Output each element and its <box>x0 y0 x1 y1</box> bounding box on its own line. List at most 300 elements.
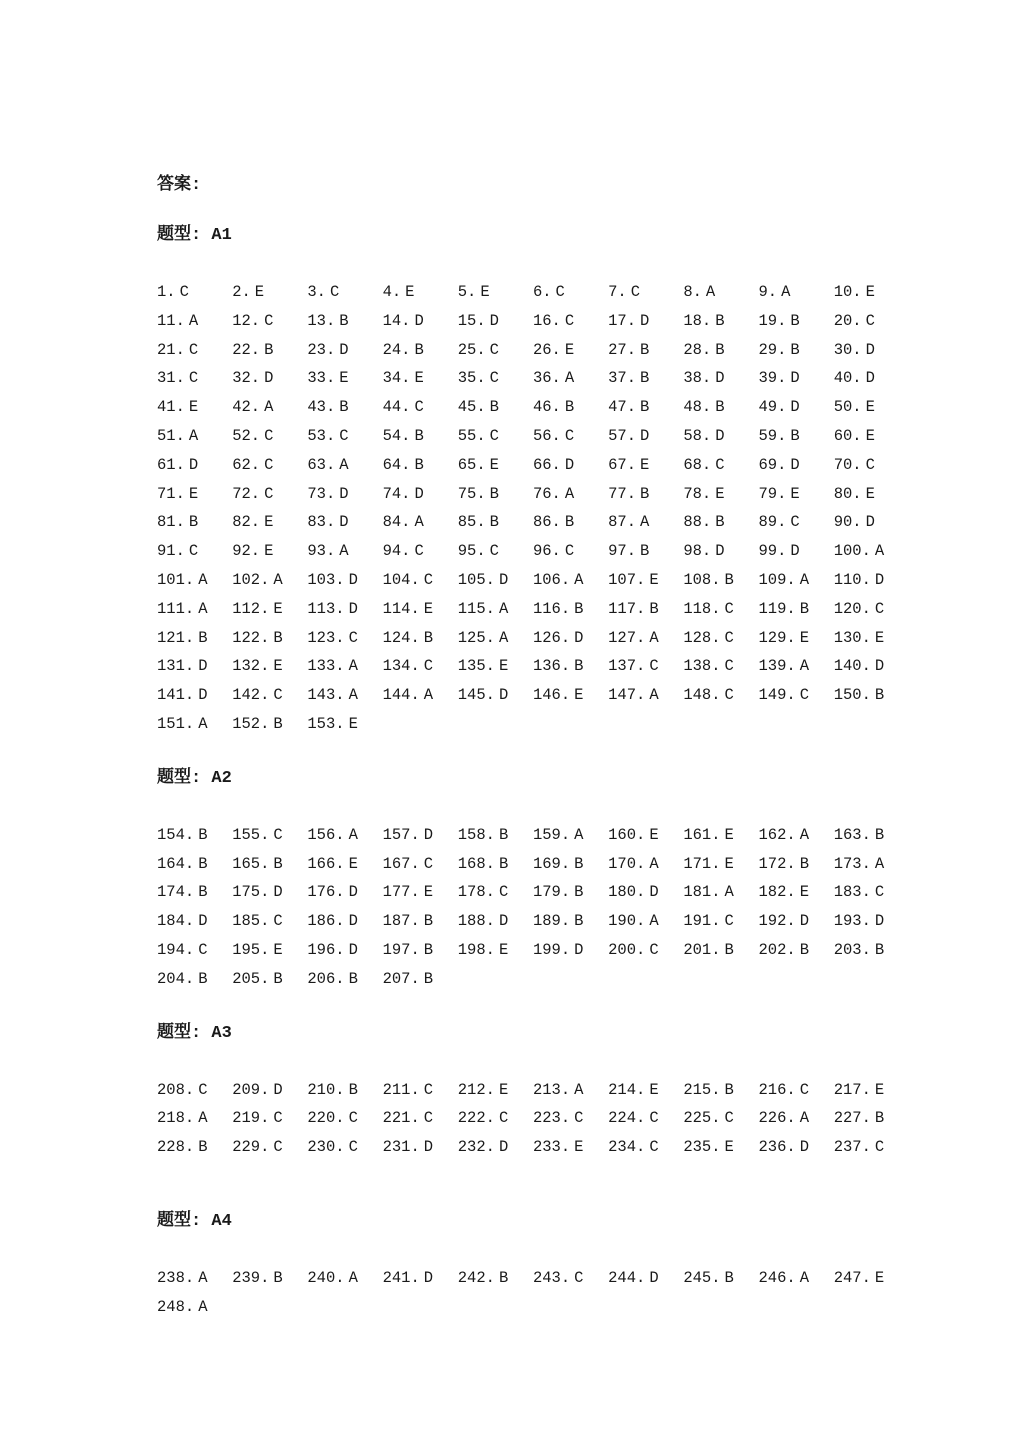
question-number: 31. <box>157 369 185 388</box>
answer-53 <box>307 422 382 451</box>
question-number: 240. <box>307 1268 345 1287</box>
question-number: 241. <box>382 1268 420 1287</box>
answer-4 <box>383 278 458 307</box>
answer-letter: A <box>649 854 659 873</box>
answer-letter: C <box>329 283 340 301</box>
answer-146 <box>533 681 608 710</box>
answer-70 <box>834 451 909 480</box>
answer-48 <box>683 393 758 422</box>
question-number: 79. <box>758 484 787 503</box>
question-number: 228. <box>157 1138 195 1157</box>
answer-247 <box>834 1264 909 1293</box>
answer-131 <box>157 652 232 681</box>
answer-186 <box>307 907 382 936</box>
answer-letter: E <box>874 1268 885 1287</box>
answer-letter: E <box>865 398 875 417</box>
answer-letter: B <box>273 1268 283 1287</box>
answer-letter: E <box>498 657 509 676</box>
answer-letter: D <box>640 426 650 445</box>
answer-115 <box>458 595 533 624</box>
question-number: 223. <box>532 1109 571 1128</box>
answer-letter: B <box>273 714 283 733</box>
answer-letter: B <box>724 570 734 589</box>
answer-16 <box>533 307 608 336</box>
question-number: 62. <box>232 455 261 474</box>
answer-139 <box>759 652 834 681</box>
answer-sheet <box>157 226 983 1322</box>
answer-19 <box>759 307 834 336</box>
answer-letter: B <box>564 398 575 417</box>
answer-letter: E <box>724 854 734 873</box>
question-number: 230. <box>307 1138 345 1157</box>
answer-224 <box>608 1104 683 1133</box>
question-number: 116. <box>532 599 571 618</box>
answer-letter: A <box>640 513 650 532</box>
question-number: 236. <box>758 1138 796 1157</box>
question-number: 134. <box>382 657 420 676</box>
answer-20 <box>834 307 909 336</box>
answer-217 <box>834 1076 909 1105</box>
question-number: 212. <box>457 1080 495 1099</box>
question-number: 222. <box>457 1109 495 1128</box>
answer-letter: C <box>874 883 885 902</box>
answer-35 <box>458 364 533 393</box>
answer-204 <box>157 965 232 994</box>
answer-letter: D <box>423 1138 434 1157</box>
question-number: 132. <box>232 657 270 676</box>
answer-letter: B <box>198 628 208 647</box>
answer-letter: D <box>264 369 274 388</box>
section-heading-1: 题型: A1 <box>157 226 232 245</box>
answer-letter: E <box>649 825 659 844</box>
question-number: 33. <box>307 369 336 388</box>
answer-113 <box>307 595 382 624</box>
answer-227 <box>834 1104 909 1133</box>
question-number: 35. <box>457 369 486 388</box>
answer-243 <box>533 1264 608 1293</box>
question-number: 243. <box>532 1268 571 1287</box>
answer-letter: E <box>498 1080 509 1099</box>
answer-165 <box>232 850 307 879</box>
answer-22 <box>232 336 307 365</box>
answer-91 <box>157 537 232 566</box>
question-number: 84. <box>382 513 411 532</box>
answer-66 <box>533 451 608 480</box>
answer-letter: C <box>724 628 734 647</box>
question-number: 16. <box>532 311 561 330</box>
question-number: 110. <box>833 570 871 589</box>
answer-73 <box>307 480 382 509</box>
answer-letter: D <box>790 369 800 388</box>
answer-letter: C <box>724 599 734 618</box>
answer-grid-1 <box>157 278 983 739</box>
answer-letter: C <box>724 1109 734 1128</box>
question-number: 85. <box>457 513 486 532</box>
answer-160 <box>608 821 683 850</box>
answer-letter: A <box>198 1297 208 1316</box>
answer-130 <box>834 624 909 653</box>
question-number: 61. <box>157 455 185 474</box>
answer-letter: C <box>649 940 659 959</box>
question-number: 207. <box>382 969 420 988</box>
answer-30 <box>834 336 909 365</box>
answer-89 <box>759 508 834 537</box>
answer-109 <box>759 566 834 595</box>
question-number: 144. <box>382 686 420 705</box>
answer-158 <box>458 821 533 850</box>
answer-29 <box>759 336 834 365</box>
answer-letter: C <box>423 657 434 676</box>
answer-226 <box>759 1104 834 1133</box>
answer-letter: D <box>273 1080 283 1099</box>
question-number: 100. <box>833 542 871 561</box>
question-number: 34. <box>382 369 411 388</box>
answer-191 <box>683 907 758 936</box>
answer-182 <box>759 878 834 907</box>
answer-59 <box>759 422 834 451</box>
answer-letter: E <box>874 1080 885 1099</box>
answer-110 <box>834 566 909 595</box>
answer-33 <box>307 364 382 393</box>
question-number: 22. <box>232 340 261 359</box>
answer-letter: E <box>564 340 575 359</box>
answer-134 <box>383 652 458 681</box>
question-number: 117. <box>608 599 646 618</box>
question-number: 217. <box>833 1080 871 1099</box>
answer-letter: B <box>414 426 424 445</box>
answer-letter: E <box>264 542 274 561</box>
answer-letter: D <box>874 912 885 931</box>
answer-letter: E <box>273 599 283 618</box>
answer-84 <box>383 508 458 537</box>
answer-82 <box>232 508 307 537</box>
answer-letter: A <box>198 1268 208 1287</box>
answer-letter: E <box>489 455 499 474</box>
answer-letter: A <box>564 369 575 388</box>
answer-36 <box>533 364 608 393</box>
question-number: 23. <box>307 340 336 359</box>
answer-letter: B <box>198 969 208 988</box>
question-number: 153. <box>307 714 345 733</box>
answer-194 <box>157 936 232 965</box>
answer-letter: D <box>640 311 650 330</box>
answer-letter: D <box>498 570 509 589</box>
answer-letter: C <box>188 542 199 561</box>
answer-209 <box>232 1076 307 1105</box>
question-number: 146. <box>532 686 571 705</box>
question-number: 239. <box>232 1268 270 1287</box>
question-number: 138. <box>683 657 721 676</box>
answer-letter: D <box>414 484 424 503</box>
answer-letter: A <box>649 686 659 705</box>
question-number: 199. <box>532 940 571 959</box>
answer-229 <box>232 1133 307 1162</box>
answer-68 <box>683 451 758 480</box>
answer-198 <box>458 936 533 965</box>
answer-letter: B <box>348 1080 358 1099</box>
answer-129 <box>759 624 834 653</box>
answer-letter: B <box>564 513 575 532</box>
answer-letter: B <box>489 398 499 417</box>
question-number: 181. <box>683 883 721 902</box>
answer-83 <box>307 508 382 537</box>
question-number: 42. <box>232 398 261 417</box>
question-number: 102. <box>232 570 270 589</box>
answer-218 <box>157 1104 232 1133</box>
question-number: 41. <box>157 398 185 417</box>
answer-letter: D <box>715 369 725 388</box>
answer-87 <box>608 508 683 537</box>
question-number: 156. <box>307 825 345 844</box>
question-number: 187. <box>382 912 420 931</box>
answer-letter: D <box>414 311 424 330</box>
question-number: 196. <box>307 940 345 959</box>
question-number: 197. <box>382 940 420 959</box>
answer-72 <box>232 480 307 509</box>
answer-letter: D <box>498 686 509 705</box>
answer-letter: B <box>423 969 434 988</box>
question-number: 155. <box>232 825 270 844</box>
answer-letter: C <box>179 283 189 301</box>
question-number: 73. <box>307 484 336 503</box>
answer-letter: B <box>799 854 810 873</box>
answer-letter: A <box>348 825 358 844</box>
answer-65 <box>458 451 533 480</box>
question-number: 51. <box>157 426 185 445</box>
answer-176 <box>307 878 382 907</box>
answer-44 <box>383 393 458 422</box>
answer-103 <box>307 566 382 595</box>
answer-162 <box>759 821 834 850</box>
answer-letter: E <box>348 854 358 873</box>
answer-190 <box>608 907 683 936</box>
question-number: 53. <box>307 426 336 445</box>
answer-letter: A <box>564 484 575 503</box>
answer-letter: C <box>273 1138 283 1157</box>
answer-76 <box>533 480 608 509</box>
answer-96 <box>533 537 608 566</box>
answer-202 <box>759 936 834 965</box>
question-number: 180. <box>608 883 646 902</box>
answer-49 <box>759 393 834 422</box>
answer-170 <box>608 850 683 879</box>
answer-letter: B <box>724 940 734 959</box>
answer-letter: B <box>574 854 584 873</box>
answer-letter: C <box>564 426 575 445</box>
answer-letter: E <box>498 940 509 959</box>
question-number: 28. <box>683 340 712 359</box>
question-number: 36. <box>532 369 561 388</box>
answer-letter: A <box>339 455 349 474</box>
answer-62 <box>232 451 307 480</box>
answer-23 <box>307 336 382 365</box>
answer-25 <box>458 336 533 365</box>
question-number: 67. <box>608 455 637 474</box>
answer-150 <box>834 681 909 710</box>
answer-letter: A <box>874 854 885 873</box>
answer-156 <box>307 821 382 850</box>
question-number: 151. <box>157 714 195 733</box>
answer-letter: C <box>649 657 659 676</box>
question-number: 2. <box>232 283 251 301</box>
question-number: 78. <box>683 484 712 503</box>
question-number: 122. <box>232 628 270 647</box>
answer-letter: C <box>724 912 734 931</box>
question-number: 154. <box>157 825 195 844</box>
question-number: 26. <box>532 340 561 359</box>
answer-143 <box>307 681 382 710</box>
question-number: 95. <box>457 542 486 561</box>
answer-2 <box>232 278 307 307</box>
question-number: 224. <box>608 1109 646 1128</box>
question-number: 14. <box>382 311 411 330</box>
question-number: 126. <box>532 628 571 647</box>
answer-7 <box>608 278 683 307</box>
answer-144 <box>383 681 458 710</box>
answer-90 <box>834 508 909 537</box>
answer-43 <box>307 393 382 422</box>
answer-letter: B <box>423 940 434 959</box>
question-number: 109. <box>758 570 796 589</box>
answer-letter: A <box>574 1080 584 1099</box>
answer-157 <box>383 821 458 850</box>
answer-letter: B <box>498 854 509 873</box>
answer-letter: D <box>790 455 800 474</box>
answer-60 <box>834 422 909 451</box>
question-number: 38. <box>683 369 712 388</box>
answer-letter: B <box>574 912 584 931</box>
question-number: 76. <box>532 484 561 503</box>
answer-letter: C <box>264 455 274 474</box>
answer-letter: C <box>489 369 499 388</box>
answer-letter: D <box>198 686 208 705</box>
answer-188 <box>458 907 533 936</box>
question-number: 105. <box>457 570 495 589</box>
answer-letter: E <box>799 883 810 902</box>
answer-152 <box>232 710 307 739</box>
answer-letter: C <box>273 1109 283 1128</box>
answer-71 <box>157 480 232 509</box>
question-number: 161. <box>683 825 721 844</box>
answer-letter: B <box>574 883 584 902</box>
answer-164 <box>157 850 232 879</box>
question-number: 141. <box>157 686 195 705</box>
answer-letter: B <box>640 542 650 561</box>
answer-26 <box>533 336 608 365</box>
answer-letter: B <box>198 1138 208 1157</box>
answer-letter: A <box>348 657 358 676</box>
answer-letter: D <box>498 1138 509 1157</box>
answer-letter: C <box>489 426 499 445</box>
question-number: 47. <box>608 398 637 417</box>
answer-letter: E <box>264 513 274 532</box>
answer-126 <box>533 624 608 653</box>
answer-letter: C <box>264 426 274 445</box>
answer-34 <box>383 364 458 393</box>
answer-letter: D <box>799 1138 810 1157</box>
answer-10 <box>834 278 909 307</box>
question-number: 75. <box>457 484 486 503</box>
answer-letter: E <box>865 283 875 301</box>
answer-letter: A <box>649 912 659 931</box>
answer-177 <box>383 878 458 907</box>
answer-letter: C <box>188 369 199 388</box>
answer-letter: A <box>198 570 208 589</box>
answer-97 <box>608 537 683 566</box>
question-number: 227. <box>833 1109 871 1128</box>
question-number: 173. <box>833 854 871 873</box>
answer-123 <box>307 624 382 653</box>
question-number: 219. <box>232 1109 270 1128</box>
answer-letter: B <box>790 340 800 359</box>
question-number: 131. <box>157 657 195 676</box>
answer-letter: D <box>188 455 199 474</box>
answer-205 <box>232 965 307 994</box>
question-number: 210. <box>307 1080 345 1099</box>
answer-197 <box>383 936 458 965</box>
answer-153 <box>307 710 382 739</box>
question-number: 242. <box>457 1268 495 1287</box>
answer-letter: A <box>649 628 659 647</box>
answer-letter: B <box>188 513 199 532</box>
answer-207 <box>383 965 458 994</box>
answer-180 <box>608 878 683 907</box>
answer-letter: C <box>874 1138 885 1157</box>
answer-98 <box>683 537 758 566</box>
answer-letter: A <box>339 542 349 561</box>
question-number: 185. <box>232 912 270 931</box>
question-number: 45. <box>457 398 486 417</box>
question-number: 178. <box>457 883 495 902</box>
answer-letter: D <box>574 940 584 959</box>
answer-letter: D <box>198 912 208 931</box>
answer-216 <box>759 1076 834 1105</box>
answer-125 <box>458 624 533 653</box>
question-number: 139. <box>758 657 796 676</box>
answer-letter: B <box>273 854 283 873</box>
answer-letter: E <box>574 1138 584 1157</box>
answer-105 <box>458 566 533 595</box>
answer-163 <box>834 821 909 850</box>
answer-18 <box>683 307 758 336</box>
answer-8 <box>683 278 758 307</box>
answer-letter: C <box>348 1109 358 1128</box>
question-number: 9. <box>758 283 778 301</box>
answer-235 <box>683 1133 758 1162</box>
answer-242 <box>458 1264 533 1293</box>
answer-letter: E <box>273 657 283 676</box>
answer-letter: B <box>640 484 650 503</box>
question-number: 171. <box>683 854 721 873</box>
answer-80 <box>834 480 909 509</box>
answer-74 <box>383 480 458 509</box>
answer-136 <box>533 652 608 681</box>
question-number: 63. <box>307 455 336 474</box>
question-number: 99. <box>758 542 787 561</box>
question-number: 40. <box>833 369 862 388</box>
answer-179 <box>533 878 608 907</box>
answer-147 <box>608 681 683 710</box>
answer-28 <box>683 336 758 365</box>
answer-letter: E <box>423 883 434 902</box>
answer-239 <box>232 1264 307 1293</box>
question-number: 137. <box>608 657 646 676</box>
answer-168 <box>458 850 533 879</box>
question-number: 204. <box>157 969 195 988</box>
question-number: 128. <box>683 628 721 647</box>
answer-letter: E <box>724 1138 734 1157</box>
answer-letter: B <box>339 398 349 417</box>
